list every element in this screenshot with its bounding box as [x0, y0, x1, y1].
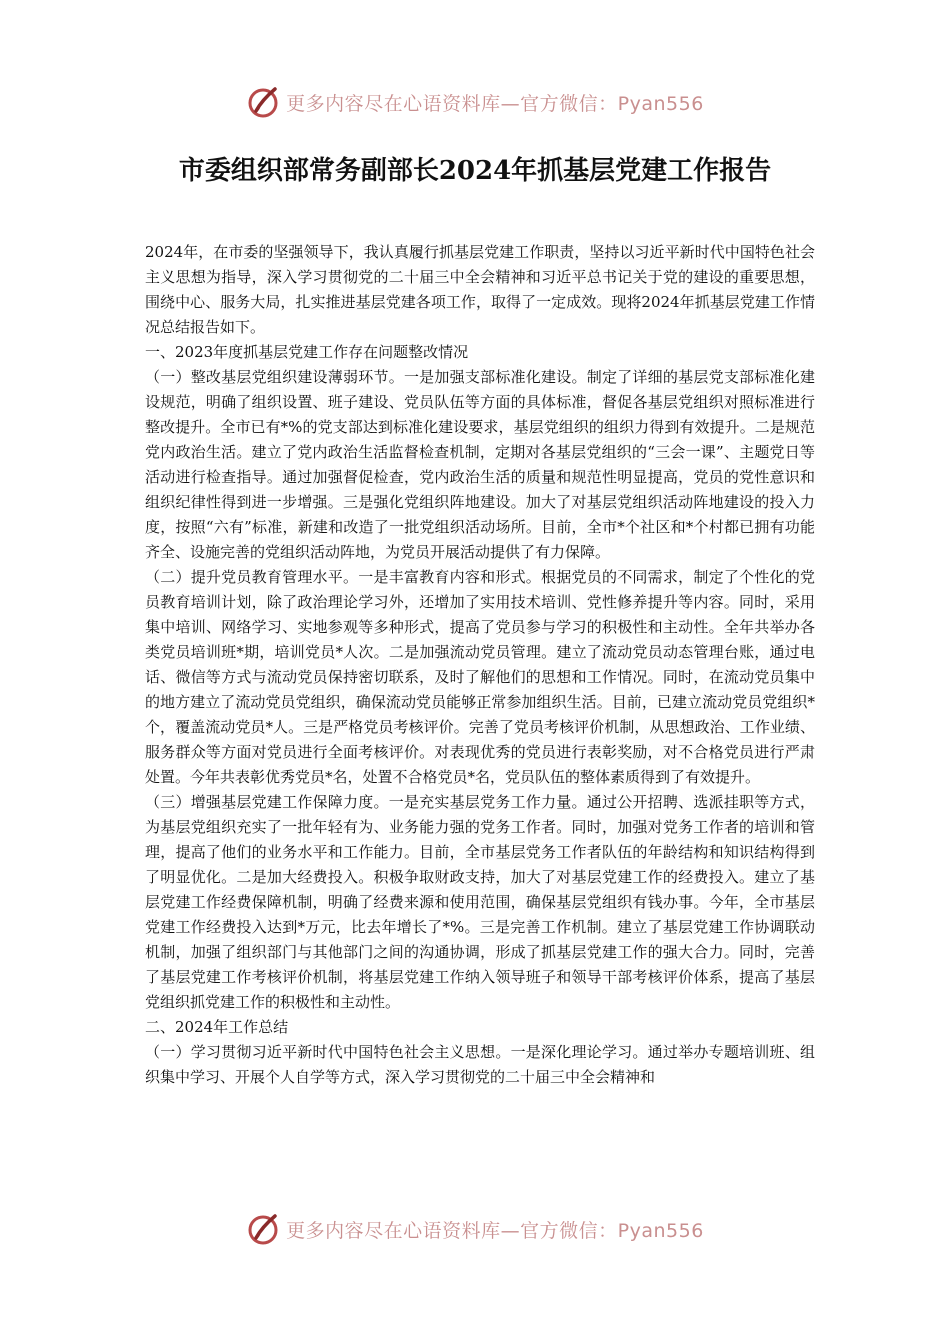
paragraph-1-3: （三）增强基层党建工作保障力度。一是充实基层党务工作力量。通过公开招聘、选派挂职等方式，为基层党组织充实了一批年轻有为、业务能力强的党务工作者。同时，加强对党务工作者的培训和管理，提高了他们的业务水平和工作能力。目前，全市基层党务工作者队伍的年龄结构和知识结构得到了明显优化。二是加大经费投入。积极争取财政支持，加大了对基层党建工作的经费投入。建立了基层党建工作经费保障机制，明确了经费来源和使用范围，确保基层党组织有钱办事。今年，全市基层党建工作经费投入达到*万元，比去年增长了*%。三是完善工作机制。建立了基层党建工作协调联动机制，加强了组织部门与其他部门之间的沟通协调，形成了抓基层党建工作的强大合力。同时，完善了基层党建工作考核评价机制，将基层党建工作纳入领导班子和领导干部考核评价体系，提高了基层党组织抓党建工作的积极性和主动性。	[145, 793, 815, 1011]
document-title: 市委组织部常务副部长2024年抓基层党建工作报告	[178, 156, 772, 186]
document-body	[145, 240, 815, 1090]
watermark-header	[0, 82, 950, 122]
section-heading-2: 二、2024年工作总结	[145, 1018, 289, 1036]
paragraph-1-2: （二）提升党员教育管理水平。一是丰富教育内容和形式。根据党员的不同需求，制定了个性化的党员教育培训计划，除了政治理论学习外，还增加了实用技术培训、党性修养提升等内容。同时，采用集中培训、网络学习、实地参观等多种形式，提高了党员参与学习的积极性和主动性。全年共举办各类党员培训班*期，培训党员*人次。二是加强流动党员管理。建立了流动党员动态管理台账，通过电话、微信等方式与流动党员保持密切联系，及时了解他们的思想和工作情况。同时，在流动党员集中的地方建立了流动党员党组织，确保流动党员能够正常参加组织生活。目前，已建立流动党员党组织*个，覆盖流动党员*人。三是严格党员考核评价。完善了党员考核评价机制，从思想政治、工作业绩、服务群众等方面对党员进行全面考核评价。对表现优秀的党员进行表彰奖励，对不合格党员进行严肃处置。今年共表彰优秀党员*名，处置不合格党员*名，党员队伍的整体素质得到了有效提升。	[145, 568, 815, 786]
brush-logo-icon	[246, 1211, 282, 1247]
brush-logo-icon	[246, 84, 282, 120]
watermark-footer	[0, 1209, 950, 1249]
paragraph-intro: 2024年，在市委的坚强领导下，我认真履行抓基层党建工作职责，坚持以习近平新时代中国特色社会主义思想为指导，深入学习贯彻党的二十届三中全会精神和习近平总书记关于党的建设的重要思想，围绕中心、服务大局，扎实推进基层党建各项工作，取得了一定成效。现将2024年抓基层党建工作情况总结报告如下。	[145, 243, 815, 336]
watermark-text: 更多内容尽在心语资料库—官方微信：Pyan556	[286, 1219, 704, 1242]
section-heading-1: 一、2023年度抓基层党建工作存在问题整改情况	[145, 343, 469, 361]
paragraph-2-1: （一）学习贯彻习近平新时代中国特色社会主义思想。一是深化理论学习。通过举办专题培训班、组织集中学习、开展个人自学等方式，深入学习贯彻党的二十届三中全会精神和	[145, 1043, 815, 1086]
watermark-text: 更多内容尽在心语资料库—官方微信：Pyan556	[286, 92, 704, 115]
paragraph-1-1: （一）整改基层党组织建设薄弱环节。一是加强支部标准化建设。制定了详细的基层党支部标准化建设规范，明确了组织设置、班子建设、党员队伍等方面的具体标准，督促各基层党组织对照标准进行整改提升。全市已有*%的党支部达到标准化建设要求，基层党组织的组织力得到有效提升。二是规范党内政治生活。建立了党内政治生活监督检查机制，定期对各基层党组织的“三会一课”、主题党日等活动进行检查指导。通过加强督促检查，党内政治生活的质量和规范性明显提高，党员的党性意识和组织纪律性得到进一步增强。三是强化党组织阵地建设。加大了对基层党组织活动阵地建设的投入力度，按照“六有”标准，新建和改造了一批党组织活动场所。目前，全市*个社区和*个村都已拥有功能齐全、设施完善的党组织活动阵地，为党员开展活动提供了有力保障。	[145, 368, 815, 561]
